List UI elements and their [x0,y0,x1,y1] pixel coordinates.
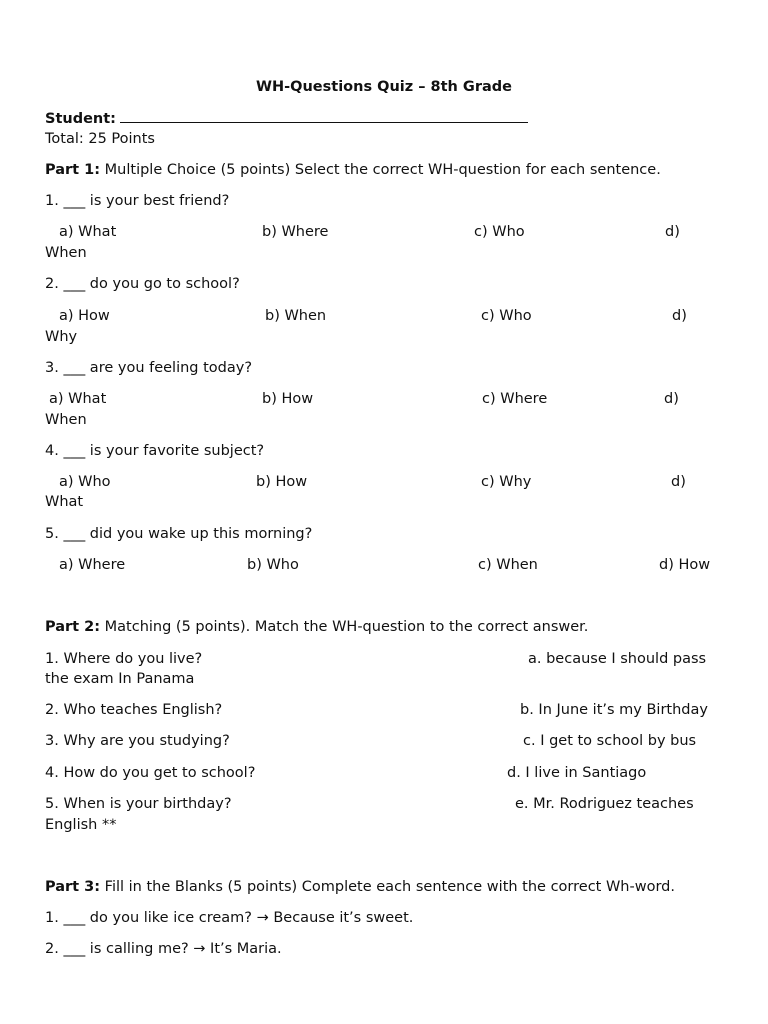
match-answer-b: b. In June it’s my Birthday [520,702,708,718]
fill-blank-2: 2. ___ is calling me? → It’s Maria. [45,941,282,957]
part3-label: Part 3: [45,879,101,895]
q1-option-d-text: When [45,245,87,261]
match-question-4: 4. How do you get to school? [45,765,256,781]
match-question-5: 5. When is your birthday? [45,796,232,812]
total-points: Total: 25 Points [45,131,155,147]
q1-option-b: b) Where [262,224,329,240]
match-answer-e: e. Mr. Rodriguez teaches [515,796,694,812]
part3-heading [45,877,675,897]
part1-description: Multiple Choice (5 points) Select the correct WH-question for each sentence. [100,162,661,178]
q2-option-b: b) When [265,308,327,324]
q3-option-d: d) [664,391,679,407]
question-5: 5. ___ did you wake up this morning? [45,526,313,542]
part2-description: Matching (5 points). Match the WH-question to the correct answer. [100,619,589,635]
q5-option-a: a) Where [59,557,126,573]
q2-option-d: d) [672,308,687,324]
question-4: 4. ___ is your favorite subject? [45,443,265,459]
q2-option-d-text: Why [45,329,78,345]
part1-heading [45,160,661,180]
q5-option-c: c) When [478,557,538,573]
student-line [45,108,528,129]
match-answer-d: d. I live in Santiago [507,765,647,781]
match-answer-a-wrap: the exam In Panama [45,671,195,687]
q3-option-a: a) What [49,391,107,407]
part3-description: Fill in the Blanks (5 points) Complete each sentence with the correct Wh-word. [100,879,675,895]
student-label: Student: [45,111,116,127]
part2-label: Part 2: [45,619,101,635]
question-2: 2. ___ do you go to school? [45,276,240,292]
match-question-2: 2. Who teaches English? [45,702,223,718]
match-question-1: 1. Where do you live? [45,651,203,667]
quiz-title: WH-Questions Quiz – 8th Grade [256,79,512,95]
q2-option-c: c) Who [481,308,532,324]
question-1: 1. ___ is your best friend? [45,193,230,209]
q4-option-c: c) Why [481,474,532,490]
match-answer-e-wrap: English ** [45,817,117,833]
q5-option-d: d) How [659,557,711,573]
q1-option-d: d) [665,224,680,240]
match-answer-a: a. because I should pass [528,651,707,667]
q1-option-a: a) What [59,224,117,240]
match-answer-c: c. I get to school by bus [523,733,697,749]
part2-heading [45,617,588,637]
q2-option-a: a) How [59,308,110,324]
fill-blank-1: 1. ___ do you like ice cream? → Because it’s sweet. [45,910,414,926]
q4-option-d: d) [671,474,686,490]
question-3: 3. ___ are you feeling today? [45,360,253,376]
q5-option-b: b) Who [247,557,299,573]
student-name-blank [120,108,528,123]
q4-option-d-text: What [45,494,84,510]
q3-option-d-text: When [45,412,87,428]
q1-option-c: c) Who [474,224,525,240]
q3-option-c: c) Where [482,391,548,407]
q4-option-b: b) How [256,474,308,490]
q3-option-b: b) How [262,391,314,407]
q4-option-a: a) Who [59,474,111,490]
match-question-3: 3. Why are you studying? [45,733,230,749]
part1-label: Part 1: [45,162,101,178]
